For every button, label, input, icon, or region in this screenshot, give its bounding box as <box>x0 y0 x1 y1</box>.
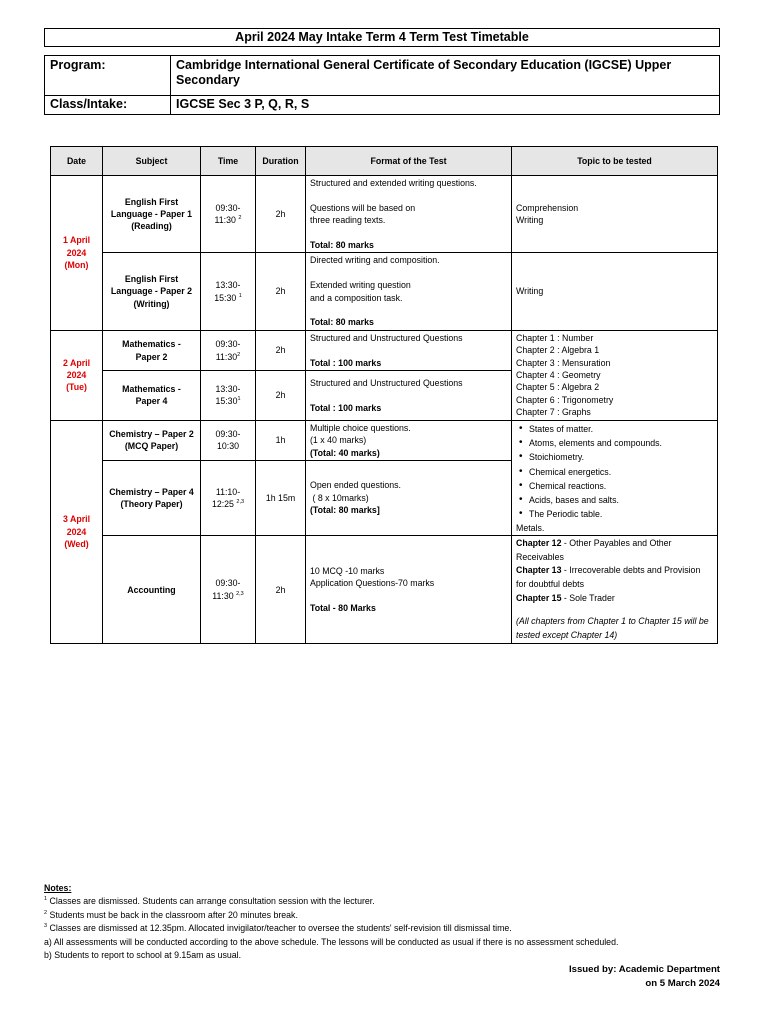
subject-line: Paper 4 <box>135 396 168 407</box>
note-text: Classes are dismissed at 12.35pm. Allocated invigilator/teacher to oversee the students' self-revision till dismissal time. <box>47 923 512 934</box>
format-line: Structured and Unstructured Questions <box>310 332 463 343</box>
duration-cell: 1h <box>256 420 306 460</box>
subject-line: (Theory Paper) <box>120 499 183 510</box>
footnote-ref: 1 <box>238 292 242 299</box>
topic-line: Comprehension <box>516 202 579 213</box>
duration-cell: 2h <box>256 176 306 253</box>
time-line: 15:30 <box>214 292 237 303</box>
table-row <box>51 536 718 644</box>
date-line: 3 April <box>62 514 91 525</box>
time-cell <box>201 253 256 330</box>
topic-line: Chapter 6 : Trigonometry <box>516 394 614 405</box>
format-total: Total: 80 marks <box>310 240 374 250</box>
subject-cell <box>103 330 201 370</box>
format-line: Extended writing question <box>310 280 411 291</box>
date-line: 2024 <box>66 247 87 258</box>
format-line: Structured and Unstructured Questions <box>310 377 463 388</box>
topic-cell: Writing <box>512 253 718 330</box>
page-title: April 2024 May Intake Term 4 Term Test Timetable <box>44 28 720 47</box>
timetable <box>50 146 718 644</box>
topic-line <box>516 564 713 591</box>
list-item: • Chemical reactions. <box>529 479 713 493</box>
header-time: Time <box>201 147 256 176</box>
topic-note: (All chapters from Chapter 1 to Chapter 15 will be tested except Chapter 14) <box>516 616 709 640</box>
program-info-table <box>44 55 720 115</box>
topic-cell <box>512 176 718 253</box>
subject-line: Chemistry – Paper 2 <box>109 428 194 439</box>
subject-cell <box>103 460 201 535</box>
footnote-ref: 2,3 <box>236 590 244 597</box>
footnote-mark: 3 <box>44 923 48 930</box>
subject-line: Mathematics - <box>122 339 181 350</box>
class-row <box>45 96 720 115</box>
footnote-ref: 2 <box>237 351 241 358</box>
chapter-label: Chapter 13 <box>516 565 562 576</box>
format-cell <box>306 176 512 253</box>
time-line: 11:10- <box>215 486 241 497</box>
note-text: Students must be back in the classroom after 20 minutes break. <box>47 909 298 920</box>
issued-date: on 5 March 2024 <box>645 978 720 990</box>
class-label: Class/Intake: <box>45 96 171 115</box>
time-cell <box>201 536 256 644</box>
footnote-ref: 2 <box>238 215 242 222</box>
list-item: • States of matter. <box>529 422 713 436</box>
chapter-text: - Other Payables and Other Receivables <box>516 538 672 562</box>
note-3 <box>44 922 618 935</box>
header-date: Date <box>51 147 103 176</box>
subject-cell <box>103 176 201 253</box>
note-1 <box>44 895 618 908</box>
list-item: • Atoms, elements and compounds. <box>529 436 713 450</box>
footnote-ref: 1 <box>237 396 241 403</box>
topic-line: Chapter 2 : Algebra 1 <box>516 345 600 356</box>
date-line: 2 April <box>62 357 91 368</box>
table-row <box>51 420 718 460</box>
header-duration: Duration <box>256 147 306 176</box>
program-row <box>45 56 720 96</box>
duration-cell: 2h <box>256 536 306 644</box>
topic-line <box>516 537 713 564</box>
format-cell <box>306 420 512 460</box>
chemistry-topic-list <box>516 422 713 522</box>
subject-line: English First <box>124 274 179 284</box>
header-row <box>51 147 718 176</box>
subject-line: Language - Paper 2 <box>110 286 193 297</box>
topic-line: Chapter 1 : Number <box>516 332 594 343</box>
topic-line: Writing <box>516 215 544 226</box>
format-line: and a composition task. <box>310 292 403 303</box>
subject-line: English First <box>124 196 179 207</box>
subject-line: (Writing) <box>133 298 170 309</box>
list-item: • Stoichiometry. <box>529 450 713 464</box>
subject-cell: Accounting <box>103 536 201 644</box>
format-line: Structured and extended writing questions. <box>310 178 477 188</box>
footnote-mark: 2 <box>44 909 48 916</box>
chapter-text: - Sole Trader <box>561 592 615 603</box>
format-line: Directed writing and composition. <box>310 255 440 266</box>
time-line: 10:30 <box>216 441 239 452</box>
subject-line: Language - Paper 1 <box>110 209 193 219</box>
time-cell <box>201 460 256 535</box>
notes-section <box>44 882 618 962</box>
issued-by-block <box>569 963 720 992</box>
time-line: 11:30 <box>212 590 234 601</box>
subject-cell <box>103 371 201 420</box>
topic-cell-math <box>512 330 718 420</box>
time-line: 09:30- <box>215 339 241 350</box>
table-row <box>51 253 718 330</box>
date-cell-day1 <box>51 176 103 331</box>
time-line: 13:30- <box>215 280 241 291</box>
format-total: Total: 80 marks <box>310 317 374 328</box>
chapter-label: Chapter 12 <box>516 538 562 549</box>
notes-heading: Notes: <box>44 883 72 893</box>
list-item: • Acids, bases and salts. <box>529 493 713 507</box>
table-row <box>51 330 718 370</box>
duration-cell: 1h 15m <box>256 460 306 535</box>
time-line: 09:30- <box>215 202 241 213</box>
subject-cell <box>103 420 201 460</box>
format-line: Questions will be based on <box>310 202 416 213</box>
subject-line: Mathematics - <box>122 384 181 395</box>
header-topic: Topic to be tested <box>512 147 718 176</box>
format-line: ( 8 x 10marks) <box>310 492 369 503</box>
note-text: Classes are dismissed. Students can arrange consultation session with the lecturer. <box>47 896 375 907</box>
topic-cell-accounting <box>512 536 718 644</box>
header-format: Format of the Test <box>306 147 512 176</box>
subject-line: (Reading) <box>131 221 172 232</box>
topic-line <box>516 592 713 606</box>
note-b: b) Students to report to school at 9.15am as usual. <box>44 950 242 961</box>
topic-line: Chapter 5 : Algebra 2 <box>516 382 600 393</box>
duration-cell: 2h <box>256 330 306 370</box>
format-line: three reading texts. <box>310 215 386 226</box>
class-value: IGCSE Sec 3 P, Q, R, S <box>171 96 720 115</box>
date-line: 2024 <box>66 526 87 537</box>
topic-line: Chapter 3 : Mensuration <box>516 357 611 368</box>
format-cell <box>306 536 512 644</box>
time-line: 11:30 <box>214 215 236 226</box>
format-line: Multiple choice questions. <box>310 422 411 433</box>
format-cell <box>306 253 512 330</box>
time-line: 13:30- <box>215 384 241 395</box>
time-line: 09:30- <box>215 578 241 589</box>
topic-line: Metals. <box>516 522 545 533</box>
format-line: 10 MCQ -10 marks <box>310 565 385 576</box>
header-subject: Subject <box>103 147 201 176</box>
program-label: Program: <box>45 56 171 96</box>
time-line: 15:30 <box>215 396 238 407</box>
format-total: Total : 100 marks <box>310 402 382 413</box>
list-item: • The Periodic table. <box>529 507 713 521</box>
time-line: 09:30- <box>215 428 241 439</box>
date-cell-day3 <box>51 420 103 644</box>
date-line: 2024 <box>66 370 87 381</box>
date-line: 1 April <box>62 235 91 246</box>
format-line: Open ended questions. <box>310 480 401 491</box>
date-line: (Mon) <box>64 260 89 271</box>
subject-line: (MCQ Paper) <box>124 441 179 452</box>
note-2 <box>44 909 618 922</box>
subject-line: Chemistry – Paper 4 <box>109 486 194 497</box>
format-cell <box>306 371 512 420</box>
time-cell <box>201 420 256 460</box>
time-line: 12:25 <box>211 499 234 510</box>
table-row <box>51 176 718 253</box>
date-line: (Tue) <box>66 382 87 393</box>
format-total: Total : 100 marks <box>310 357 382 368</box>
time-cell <box>201 371 256 420</box>
time-line: 11:30 <box>215 351 238 362</box>
chapter-label: Chapter 15 <box>516 592 562 603</box>
footnote-mark: 1 <box>44 896 48 903</box>
date-line: (Wed) <box>64 539 89 550</box>
program-value: Cambridge International General Certificate of Secondary Education (IGCSE) Upper Secondary <box>171 56 720 96</box>
format-total: (Total: 80 marks] <box>310 505 380 516</box>
format-total: (Total: 40 marks) <box>310 447 380 458</box>
note-a: a) All assessments will be conducted according to the above schedule. The lessons will be conducted as usual if there is no assessment scheduled. <box>44 936 619 947</box>
issued-by: Issued by: Academic Department <box>568 964 720 975</box>
format-line: (1 x 40 marks) <box>310 435 367 446</box>
date-cell-day2 <box>51 330 103 420</box>
duration-cell: 2h <box>256 371 306 420</box>
topic-line: Chapter 4 : Geometry <box>516 370 601 381</box>
chapter-text: - Irrecoverable debts and Provision for doubtful debts <box>516 565 701 589</box>
format-line: Application Questions-70 marks <box>310 578 435 589</box>
time-cell <box>201 176 256 253</box>
footnote-ref: 2,3 <box>236 499 245 506</box>
duration-cell: 2h <box>256 253 306 330</box>
list-item: • Chemical energetics. <box>529 465 713 479</box>
format-total: Total - 80 Marks <box>310 603 376 614</box>
topic-cell-chemistry <box>512 420 718 535</box>
subject-line: Paper 2 <box>135 351 168 362</box>
topic-line: Chapter 7 : Graphs <box>516 407 591 418</box>
format-cell <box>306 460 512 535</box>
subject-cell <box>103 253 201 330</box>
format-cell <box>306 330 512 370</box>
time-cell <box>201 330 256 370</box>
